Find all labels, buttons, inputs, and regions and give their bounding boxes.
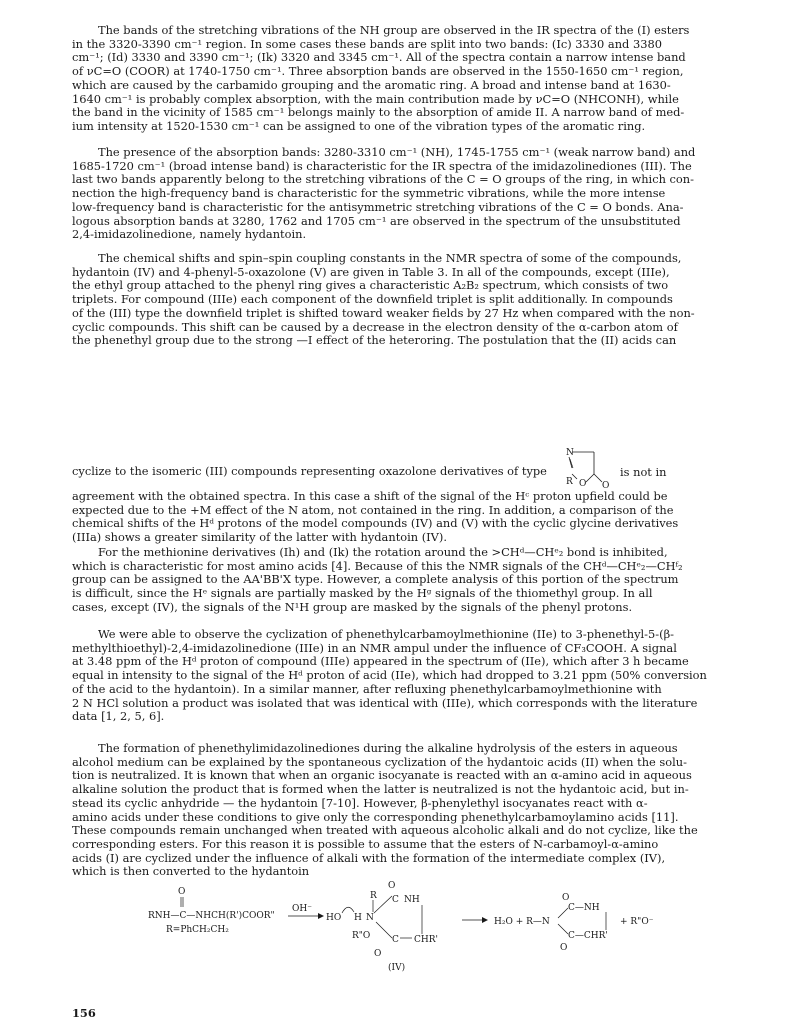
text-line: 2,4-imidazolinedione, namely hydantoin. bbox=[72, 227, 307, 242]
intermediate-o-top: O bbox=[388, 881, 396, 891]
product-c-chr: C—CHR' bbox=[568, 931, 608, 941]
r-definition: R=PhCH₂CH₂ bbox=[166, 925, 229, 935]
intermediate-ho: HO bbox=[326, 913, 342, 923]
ring-exo-o-label: O bbox=[602, 481, 610, 490]
text-line: of νC=O (COOR) at 1740-1750 cm⁻¹. Three absorption bands are observed in the 1550-1650 cm⁻¹ region, bbox=[72, 64, 684, 79]
paragraph-ir-ester-bands bbox=[72, 24, 740, 134]
ring-o-label: O bbox=[579, 479, 587, 489]
reaction-scheme bbox=[130, 880, 690, 1010]
text-line: is difficult, since the Hᵉ signals are partially masked by the Hᵍ signals of the thiomethyl group. In all bbox=[72, 586, 653, 601]
reactant-formula: RNH—C—NHCH(R')COOR" bbox=[148, 911, 275, 921]
text-line: the phenethyl group due to the strong —I effect of the heteroring. The postulation that the (II) acids can bbox=[72, 333, 677, 348]
intermediate-h: H bbox=[354, 913, 362, 923]
product-alkoxide: + R"O⁻ bbox=[620, 917, 654, 927]
text-line: agreement with the obtained spectra. In this case a shift of the signal of the Hᶜ proton upfield could be bbox=[72, 489, 668, 503]
paragraph-nmr-continued bbox=[72, 490, 740, 545]
product-o-bottom: O bbox=[560, 943, 568, 953]
product-o-top: O bbox=[562, 893, 570, 903]
text-line: cases, except (IV), the signals of the N¹H group are masked by the signals of the phenyl protons. bbox=[72, 599, 633, 614]
text-line: 1685-1720 cm⁻¹ (broad intense band) is characteristic for the IR spectra of the imidazolinediones (III). The bbox=[72, 158, 692, 173]
text-line: ium intensity at 1520-1530 cm⁻¹ can be assigned to one of the vibration types of the aromatic ring. bbox=[72, 118, 646, 133]
products-left: H₂O + R—N bbox=[494, 917, 550, 927]
intermediate-nh: NH bbox=[404, 895, 420, 905]
text-line: 1640 cm⁻¹ is probably complex absorption, with the main contribution made by νC=O (NHCONH), while bbox=[72, 91, 679, 106]
intermediate-n: N bbox=[366, 913, 374, 923]
paragraph-cyclize-line bbox=[72, 465, 562, 479]
paragraph-imidazolinedione-bands bbox=[72, 146, 740, 242]
text-line: low-frequency band is characteristic for the antisymmetric stretching vibrations of the C = O bonds. Ana- bbox=[72, 199, 684, 214]
ring-n-label: N bbox=[566, 448, 574, 458]
product-c-nh: C—NH bbox=[568, 903, 600, 913]
paragraph-cyclization-observation bbox=[72, 628, 740, 724]
text-line: chemical shifts of the Hᵈ protons of the model compounds (IV) and (V) with the cyclic glycine derivatives bbox=[72, 516, 679, 531]
text-line: logous absorption bands at 3280, 1762 and 1705 cm⁻¹ are observed in the spectrum of the unsubstituted bbox=[72, 213, 681, 228]
after-ring-text: is not in bbox=[620, 465, 667, 479]
page-number: 156 bbox=[72, 1006, 96, 1020]
paragraph-formation-mechanism bbox=[72, 742, 740, 879]
text-line: The presence of the absorption bands: 3280-3310 cm⁻¹ (NH), 1745-1755 cm⁻¹ (weak narrow band) and bbox=[98, 145, 696, 159]
text-line: The bands of the stretching vibrations of the NH group are observed in the IR spectra of the (I) esters bbox=[98, 23, 690, 37]
text-line: The chemical shifts and spin–spin coupling constants in the NMR spectra of some of the compounds, bbox=[98, 251, 682, 265]
text-line: acids (I) are cyclized under the influence of alkali with the formation of the intermediate complex (IV), bbox=[72, 850, 666, 865]
text-line: We were able to observe the cyclization of phenethylcarbamoylmethionine (IIe) to 3-phenethyl-5-(β- bbox=[98, 627, 674, 641]
text-line: equal in intensity to the signal of the Hᵈ proton of acid (IIe), which had dropped to 3.21 ppm (50% conversion bbox=[72, 668, 707, 683]
intermediate-c-top: C bbox=[392, 895, 399, 905]
text-line: nection the high-frequency band is characteristic for the symmetric vibrations, while the more intense bbox=[72, 186, 666, 201]
oxazolone-ring-structure bbox=[560, 446, 620, 490]
text-line: hydantoin (IV) and 4-phenyl-5-oxazolone (V) are given in Table 3. In all of the compounds, except (IIIe), bbox=[72, 264, 670, 279]
text-line: methylthioethyl)-2,4-imidazolinedione (IIIe) in an NMR ampul under the influence of CF₃COOH. A signal bbox=[72, 640, 677, 655]
text-line: triplets. For compound (IIIe) each component of the downfield triplet is split additionally. In compounds bbox=[72, 292, 673, 307]
text-line: tion is neutralized. It is known that when an organic isocyanate is reacted with an α-amino acid in aqueous bbox=[72, 768, 692, 783]
text-line: in the 3320-3390 cm⁻¹ region. In some cases these bands are split into two bands: (Ic) 3330 and 3380 bbox=[72, 36, 662, 51]
text-line: amino acids under these conditions to give only the corresponding phenethylcarbamoylamino acids [11]. bbox=[72, 809, 679, 824]
ring-r-label: R bbox=[566, 477, 573, 487]
text-line: which are caused by the carbamido grouping and the aromatic ring. A broad and intense band at 1630- bbox=[72, 77, 671, 92]
text-line: of the acid to the hydantoin). In a similar manner, after refluxing phenethylcarbamoylmethionine with bbox=[72, 681, 662, 696]
text-line: which is characteristic for most amino acids [4]. Because of this the NMR signals of the CHᵈ—CHᵉ₂—CHᶠ₂ bbox=[72, 558, 683, 573]
text-line: data [1, 2, 5, 6]. bbox=[72, 709, 165, 724]
text-line: cyclic compounds. This shift can be caused by a decrease in the electron density of the α-carbon atom of bbox=[72, 319, 678, 334]
text-line: (IIIa) shows a greater similarity of the latter with hydantoin (IV). bbox=[72, 530, 447, 545]
reactant-carbonyl-o: O bbox=[178, 887, 186, 897]
text-line: For the methionine derivatives (Ih) and (Ik) the rotation around the >CHᵈ—CHᵉ₂ bond is inhibited, bbox=[98, 545, 668, 559]
text-line: cyclize to the isomeric (III) compounds representing oxazolone derivatives of type bbox=[72, 464, 547, 478]
text-line: stead its cyclic anhydride — the hydantoin [7-10]. However, β-phenylethyl isocyanates react with α- bbox=[72, 795, 648, 810]
intermediate-o-bottom: O bbox=[374, 949, 382, 959]
intermediate-label: (IV) bbox=[388, 963, 406, 973]
paragraph-nmr-shifts bbox=[72, 252, 740, 348]
text-line: alcohol medium can be explained by the spontaneous cyclization of the hydantoic acids (II) when the solu- bbox=[72, 754, 687, 769]
text-line: alkaline solution the product that is formed when the latter is neutralized is not the hydantoic acid, but in- bbox=[72, 782, 689, 797]
text-line: which is then converted to the hydantoin bbox=[72, 864, 310, 879]
text-line: group can be assigned to the AA'BB'X type. However, a complete analysis of this portion of the spectrum bbox=[72, 572, 679, 587]
text-line: at 3.48 ppm of the Hᵈ proton of compound (IIIe) appeared in the spectrum of (IIe), which after 3 h became bbox=[72, 654, 689, 669]
intermediate-r-double-prime-o: R"O bbox=[352, 931, 371, 941]
arrow-reagent-label: OH⁻ bbox=[292, 904, 312, 914]
paragraph-methionine-derivatives bbox=[72, 546, 740, 615]
text-line: the band in the vicinity of 1585 cm⁻¹ belongs mainly to the absorption of amide II. A narrow band of med- bbox=[72, 105, 685, 120]
text-line: corresponding esters. For this reason it is possible to assume that the esters of N-carbamoyl-α-amino bbox=[72, 836, 659, 851]
text-line: cm⁻¹; (Id) 3330 and 3390 cm⁻¹; (Ik) 3320 and 3345 cm⁻¹. All of the spectra contain a narrow intense band bbox=[72, 50, 686, 65]
intermediate-r: R bbox=[370, 891, 377, 901]
text-line: expected due to the +M effect of the N atom, not contained in the ring. In addition, a comparison of the bbox=[72, 502, 674, 517]
text-line: last two bands apparently belong to the stretching vibrations of the C = O groups of the ring, in which con- bbox=[72, 172, 694, 187]
intermediate-chr: CHR' bbox=[414, 935, 438, 945]
intermediate-c-bottom: C bbox=[392, 935, 399, 945]
text-line: 2 N HCl solution a product was isolated that was identical with (IIIe), which corresponds with the literature bbox=[72, 695, 698, 710]
text-line: of the (III) type the downfield triplet is shifted toward weaker fields by 27 Hz when compared with the non- bbox=[72, 305, 695, 320]
text-line: the ethyl group attached to the phenyl ring gives a characteristic A₂B₂ spectrum, which consists of two bbox=[72, 278, 669, 293]
text-line: These compounds remain unchanged when treated with aqueous alcoholic alkali and do not cyclize, like the bbox=[72, 823, 698, 838]
text-line: The formation of phenethylimidazolinediones during the alkaline hydrolysis of the esters in aqueous bbox=[98, 741, 678, 755]
